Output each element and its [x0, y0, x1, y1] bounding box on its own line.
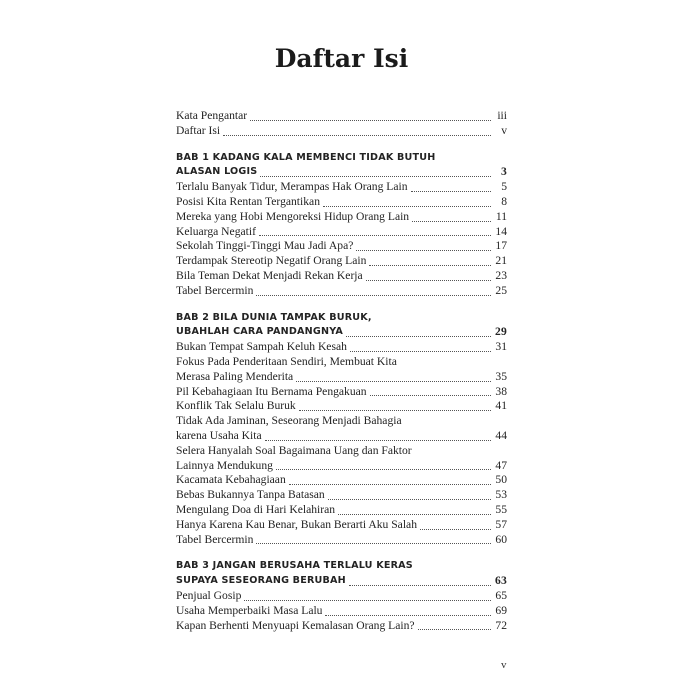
toc-entry: [176, 414, 507, 429]
toc-entry: [176, 473, 507, 488]
toc-entry-title: karena Usaha Kita: [176, 428, 262, 442]
toc-entry: [176, 254, 507, 269]
leader-dots: [346, 335, 491, 337]
leader-dots: [265, 439, 491, 441]
leader-dots: [250, 119, 491, 121]
toc-page-number: 5: [501, 180, 507, 194]
leader-dots: [328, 498, 491, 500]
leader-dots: [296, 380, 491, 382]
toc-page-number: 11: [495, 209, 507, 223]
toc-page-number: 60: [495, 532, 507, 546]
leader-dots: [299, 409, 491, 411]
toc-page-number: 23: [495, 268, 507, 282]
toc-entry: [176, 370, 507, 385]
toc-entry-title: Sekolah Tinggi-Tinggi Mau Jadi Apa?: [176, 239, 354, 253]
section-spacer: [176, 299, 507, 311]
toc-entry: [176, 399, 507, 414]
leader-dots: [366, 279, 491, 281]
toc-entry: [176, 604, 507, 619]
leader-dots: [260, 175, 491, 177]
leader-dots: [259, 234, 491, 236]
toc-entry-title: Kacamata Kebahagiaan: [176, 473, 286, 487]
leader-dots: [325, 614, 491, 616]
toc-page-number: 35: [495, 369, 507, 383]
toc-entry: [176, 488, 507, 503]
chapter-heading-line: BAB 1 KADANG KALA MEMBENCI TIDAK BUTUH: [176, 151, 436, 163]
toc-entry-title: Kata Pengantar: [176, 109, 248, 122]
toc-entry-title: Tabel Bercermin: [176, 532, 254, 546]
toc-entry: [176, 444, 507, 459]
chapter-heading: [176, 574, 507, 589]
toc-entry: [176, 518, 507, 533]
front-matter-entry: [176, 124, 507, 139]
toc-entry-title: Terdampak Stereotip Negatif Orang Lain: [176, 254, 367, 268]
toc-entry-title: Keluarga Negatif: [176, 224, 256, 238]
toc-page-number: 41: [495, 399, 507, 413]
chapter-heading: [176, 311, 507, 326]
toc-entry-title: Usaha Memperbaiki Masa Lalu: [176, 603, 323, 617]
toc-page-number: 65: [495, 588, 507, 602]
toc-page-number: 14: [495, 224, 507, 238]
leader-dots: [323, 205, 491, 207]
toc-entry-title: Fokus Pada Penderitaan Sendiri, Membuat Kita: [176, 354, 397, 368]
toc-page-number: 8: [501, 194, 507, 208]
toc-page-number: 25: [495, 283, 507, 297]
chapter-heading: [176, 559, 507, 574]
toc-entry-title: Tidak Ada Jaminan, Seseorang Menjadi Bahagia: [176, 414, 402, 428]
toc-entry: [176, 210, 507, 225]
leader-dots: [223, 134, 491, 136]
chapter-heading-line: SUPAYA SESEORANG BERUBAH: [176, 575, 346, 587]
toc-page-number: 69: [495, 603, 507, 617]
leader-dots: [411, 190, 491, 192]
toc-entry-title: Kapan Berhenti Menyuapi Kemalasan Orang Lain?: [176, 618, 415, 632]
toc-entry: [176, 340, 507, 355]
toc-page-number: 31: [495, 340, 507, 354]
toc-page-number: 21: [495, 254, 507, 268]
toc-entry-title: Daftar Isi: [176, 123, 221, 137]
leader-dots: [350, 350, 491, 352]
chapter-heading-line: ALASAN LOGIS: [176, 166, 258, 178]
toc-page-number: 44: [495, 428, 507, 442]
toc-page-number: 55: [495, 502, 507, 516]
leader-dots: [420, 528, 491, 530]
toc-entry: [176, 503, 507, 518]
toc-page-number: 38: [495, 384, 507, 398]
chapter-heading-line: BAB 2 BILA DUNIA TAMPAK BURUK,: [176, 311, 372, 323]
toc-entry: [176, 385, 507, 400]
chapter-heading: [176, 325, 507, 340]
toc-entry: [176, 429, 507, 444]
toc-entry-title: Selera Hanyalah Soal Bagaimana Uang dan Faktor: [176, 443, 412, 457]
toc-page-number: 50: [495, 473, 507, 487]
toc-entry-title: Merasa Paling Menderita: [176, 369, 294, 383]
toc-entry-title: Mengulang Doa di Hari Kelahiran: [176, 502, 336, 516]
toc-entry-title: Bebas Bukannya Tanpa Batasan: [176, 488, 325, 502]
toc-page-number: 17: [495, 239, 507, 253]
toc-entry: [176, 225, 507, 240]
toc-entry: [176, 355, 507, 370]
toc-entry: [176, 195, 507, 210]
toc-entry-title: Posisi Kita Rentan Tergantikan: [176, 194, 320, 208]
toc-entry-title: Tabel Bercermin: [176, 283, 254, 297]
leader-dots: [418, 628, 491, 630]
page-number: v: [501, 659, 507, 671]
section-spacer: [176, 139, 507, 151]
toc-entry: [176, 459, 507, 474]
toc-entry: [176, 239, 507, 254]
leader-dots: [244, 599, 491, 601]
toc-entry-title: Terlalu Banyak Tidur, Merampas Hak Orang Lain: [176, 180, 408, 194]
toc-page-number: 3: [501, 165, 507, 179]
leader-dots: [349, 584, 491, 586]
toc-page-number: 63: [495, 574, 507, 588]
toc-entry-title: Hanya Karena Kau Benar, Bukan Berarti Aku Salah: [176, 517, 417, 531]
toc-entry-title: Bila Teman Dekat Menjadi Rekan Kerja: [176, 268, 363, 282]
toc-page-number: 57: [495, 517, 507, 531]
toc-entry-title: Mereka yang Hobi Mengoreksi Hidup Orang Lain: [176, 209, 410, 223]
leader-dots: [256, 542, 491, 544]
toc-entry: [176, 180, 507, 195]
leader-dots: [276, 468, 491, 470]
toc-page-number: 29: [495, 325, 507, 339]
toc-entry-title: Lainnya Mendukung: [176, 458, 273, 472]
chapter-heading-line: BAB 3 JANGAN BERUSAHA TERLALU KERAS: [176, 560, 413, 572]
leader-dots: [356, 249, 491, 251]
toc-page-number: 53: [495, 488, 507, 502]
toc-entry: [176, 533, 507, 548]
toc-entry-title: Penjual Gosip: [176, 588, 242, 602]
page-title: Daftar Isi: [274, 44, 409, 73]
toc-entry: [176, 269, 507, 284]
table-of-contents: [176, 109, 507, 633]
leader-dots: [370, 394, 491, 396]
toc-entry: [176, 589, 507, 604]
leader-dots: [256, 294, 491, 296]
toc-page-number: 47: [495, 458, 507, 472]
chapter-heading: [176, 151, 507, 166]
leader-dots: [289, 483, 491, 485]
leader-dots: [338, 513, 491, 515]
toc-page-number: v: [501, 123, 507, 137]
toc-page-number: 72: [495, 618, 507, 632]
leader-dots: [412, 220, 491, 222]
toc-entry: [176, 619, 507, 634]
section-spacer: [176, 547, 507, 559]
toc-entry-title: Konflik Tak Selalu Buruk: [176, 399, 296, 413]
toc-entry-title: Pil Kebahagiaan Itu Bernama Pengakuan: [176, 384, 367, 398]
chapter-heading: [176, 165, 507, 180]
toc-page-number: iii: [497, 109, 507, 122]
front-matter-entry: [176, 109, 507, 124]
toc-entry: [176, 284, 507, 299]
leader-dots: [369, 264, 491, 266]
toc-entry-title: Bukan Tempat Sampah Keluh Kesah: [176, 340, 347, 354]
chapter-heading-line: UBAHLAH CARA PANDANGNYA: [176, 326, 344, 338]
